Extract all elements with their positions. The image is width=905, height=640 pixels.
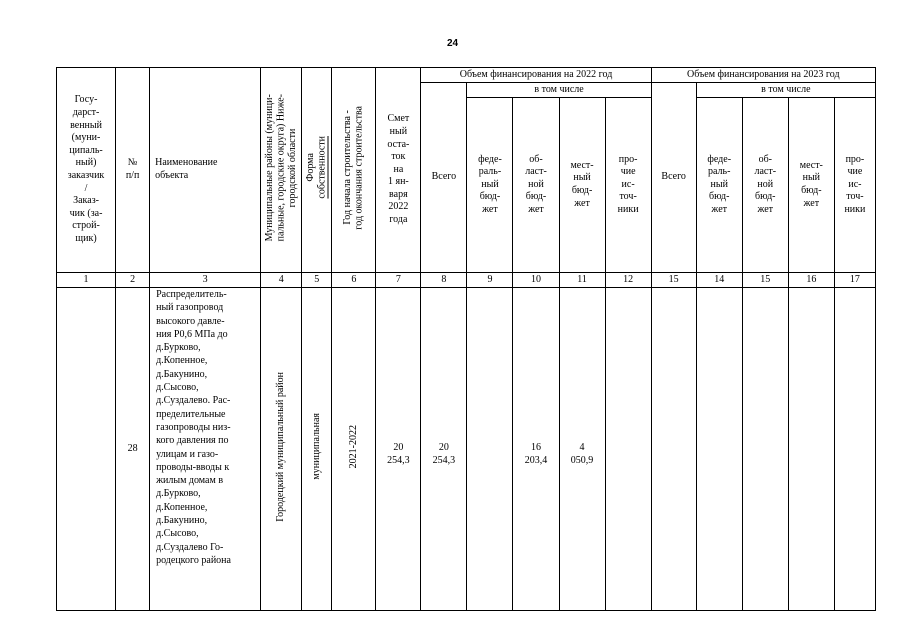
column-number: 10 — [513, 273, 559, 288]
header-including-2022: в том числе — [467, 83, 651, 98]
header-fin-2022: Объем финансирования на 2022 год — [421, 68, 651, 83]
column-number: 7 — [376, 273, 421, 288]
header-total-2023: Всего — [651, 83, 696, 273]
header-regional-2023: об- ласт- ной бюд- жет — [742, 98, 788, 273]
column-number: 17 — [834, 273, 875, 288]
cell-num: 28 — [116, 288, 150, 611]
column-number: 4 — [261, 273, 302, 288]
column-number: 15 — [742, 273, 788, 288]
column-number: 14 — [696, 273, 742, 288]
header-municipality: Муниципальные районы (муници- пальные, городские округа) Ниже- городской области — [261, 68, 302, 273]
cell-regional-2023 — [742, 288, 788, 611]
header-including-2023: в том числе — [696, 83, 875, 98]
header-regional-2022: об- ласт- ной бюд- жет — [513, 98, 559, 273]
cell-customer — [57, 288, 116, 611]
financing-table — [56, 67, 876, 611]
column-number: 15 — [651, 273, 696, 288]
column-number: 16 — [788, 273, 834, 288]
header-fin-2023: Объем финансирования на 2023 год — [651, 68, 875, 83]
column-number: 9 — [467, 273, 513, 288]
column-number: 3 — [150, 273, 261, 288]
header-other-2023: про- чие ис- точ- ники — [834, 98, 875, 273]
cell-ownership: муниципальная — [302, 288, 332, 611]
cell-total-2023 — [651, 288, 696, 611]
header-customer: Госу- дарст- венный (муни- ципаль- ный) заказчик / Заказ- чик (за- строй- щик) — [57, 68, 116, 273]
cell-estimate: 20 254,3 — [376, 288, 421, 611]
header-other-2022: про- чие ис- точ- ники — [605, 98, 651, 273]
header-years: Год начала строительства - год окончания строительства — [332, 68, 376, 273]
header-ownership: Форма собственности — [302, 68, 332, 273]
column-number: 11 — [559, 273, 605, 288]
header-total-2022: Всего — [421, 83, 467, 273]
column-numbers-row — [57, 273, 876, 288]
header-num: № п/п — [116, 68, 150, 273]
cell-other-2022 — [605, 288, 651, 611]
page-number: 24 — [446, 38, 459, 49]
cell-federal-2023 — [696, 288, 742, 611]
column-number: 1 — [57, 273, 116, 288]
cell-regional-2022: 16 203,4 — [513, 288, 559, 611]
cell-other-2023 — [834, 288, 875, 611]
column-number: 6 — [332, 273, 376, 288]
cell-total-2022: 20 254,3 — [421, 288, 467, 611]
column-number: 2 — [116, 273, 150, 288]
header-local-2022: мест- ный бюд- жет — [559, 98, 605, 273]
column-number: 8 — [421, 273, 467, 288]
header-federal-2022: феде- раль- ный бюд- жет — [467, 98, 513, 273]
header-federal-2023: феде- раль- ный бюд- жет — [696, 98, 742, 273]
cell-local-2023 — [788, 288, 834, 611]
header-estimate: Смет ный оста- ток на 1 ян- варя 2022 года — [376, 68, 421, 273]
header-object-name: Наименование объекта — [150, 68, 261, 273]
column-number: 5 — [302, 273, 332, 288]
column-number: 12 — [605, 273, 651, 288]
header-local-2023: мест- ный бюд- жет — [788, 98, 834, 273]
cell-local-2022: 4 050,9 — [559, 288, 605, 611]
header-row-1 — [57, 68, 876, 83]
cell-federal-2022 — [467, 288, 513, 611]
cell-municipality: Городецкий муниципальный район — [261, 288, 302, 611]
cell-years: 2021-2022 — [332, 288, 376, 611]
table-row — [57, 288, 876, 611]
cell-object-name: Распределитель- ный газопровод высокого давле- ния Р0,6 МПа до д.Бурково, д.Копенное, д.Бакунино, д.Сысово, д.Суздалево. Рас- пределительные газопроводы низ- кого давления по улицам и газо- проводы-вводы к жилым домам в д.Бурково, д.Копенное, д.Бакунино, д.Сысово, д.Суздалево Го- родецкого района — [150, 288, 261, 611]
